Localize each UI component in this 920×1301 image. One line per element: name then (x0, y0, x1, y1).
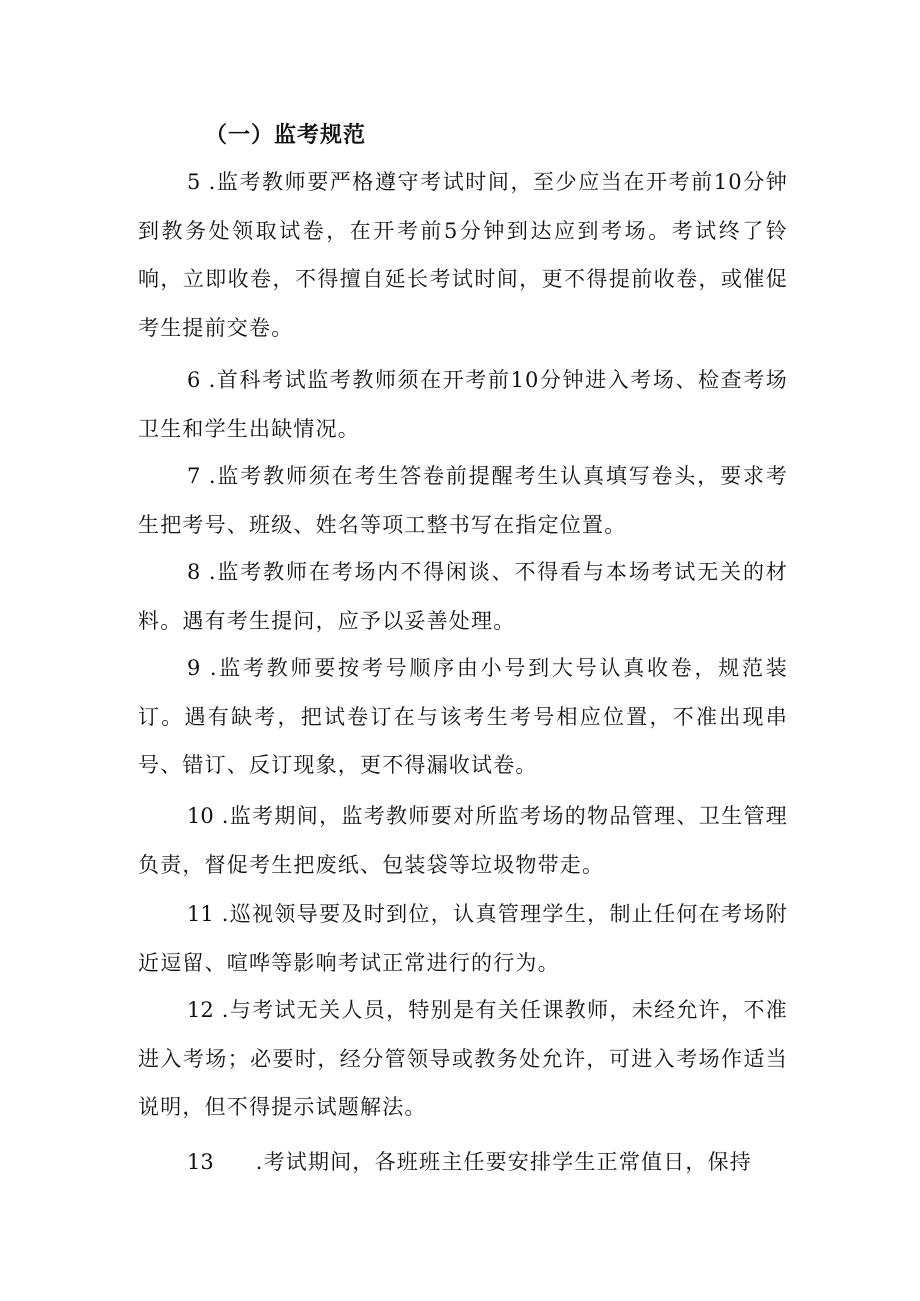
item-text: .与考试无关人员，特别是有关任课教师，未经允许，不准进入考场；必要时，经分管领导或教务处允许，可进入考场作适当说明，但不得提示试题解法。 (138, 998, 788, 1119)
paragraph-item-8 (138, 548, 788, 645)
item-text: .监考教师须在考生答卷前提醒考生认真填写卷头，要求考生把考号、班级、姓名等项工整书写在指定位置。 (138, 464, 788, 537)
item-text: .考试期间，各班班主任要安排学生正常值日，保持 (255, 1150, 753, 1174)
paragraph-item-11 (138, 890, 788, 987)
paragraph-item-6 (138, 356, 788, 453)
paragraph-item-12 (138, 986, 788, 1132)
item-number: 11 (187, 902, 214, 926)
item-number: 10 (187, 804, 214, 828)
item-text: .监考教师要严格遵守考试时间，至少应当在开考前10分钟到教务处领取试卷，在开考前5分钟到达应到考场。考试终了铃响，立即收卷，不得擅自延长考试时间，更不得提前收卷，或催促考生提前交卷。 (138, 170, 788, 340)
paragraph-item-9 (138, 644, 788, 790)
item-number: 6 (187, 368, 201, 392)
item-number: 9 (187, 656, 201, 680)
item-text: .监考教师在考场内不得闲谈、不得看与本场考试无关的材料。遇有考生提问，应予以妥善处理。 (138, 560, 788, 633)
item-text: .监考教师要按考号顺序由小号到大号认真收卷，规范装订。遇有缺考，把试卷订在与该考生考号相应位置，不准出现串号、错订、反订现象，更不得漏收试卷。 (138, 656, 788, 777)
item-number: 5 (187, 170, 201, 194)
item-text: .首科考试监考教师须在开考前10分钟进入考场、检查考场卫生和学生出缺情况。 (138, 368, 788, 441)
item-number: 7 (187, 464, 201, 488)
paragraph-item-7 (138, 452, 788, 549)
paragraph-item-5 (138, 158, 788, 352)
item-number: 8 (187, 560, 201, 584)
paragraph-item-13 (138, 1138, 788, 1187)
paragraph-item-10 (138, 792, 788, 889)
item-number: 12 (187, 998, 214, 1022)
item-number: 13 (187, 1150, 214, 1174)
item-text: .巡视领导要及时到位，认真管理学生，制止任何在考场附近逗留、喧哗等影响考试正常进行的行为。 (138, 902, 788, 975)
section-heading: （一）监考规范 (205, 122, 367, 148)
item-text: .监考期间，监考教师要对所监考场的物品管理、卫生管理负责，督促考生把废纸、包装袋等垃圾物带走。 (138, 804, 788, 877)
